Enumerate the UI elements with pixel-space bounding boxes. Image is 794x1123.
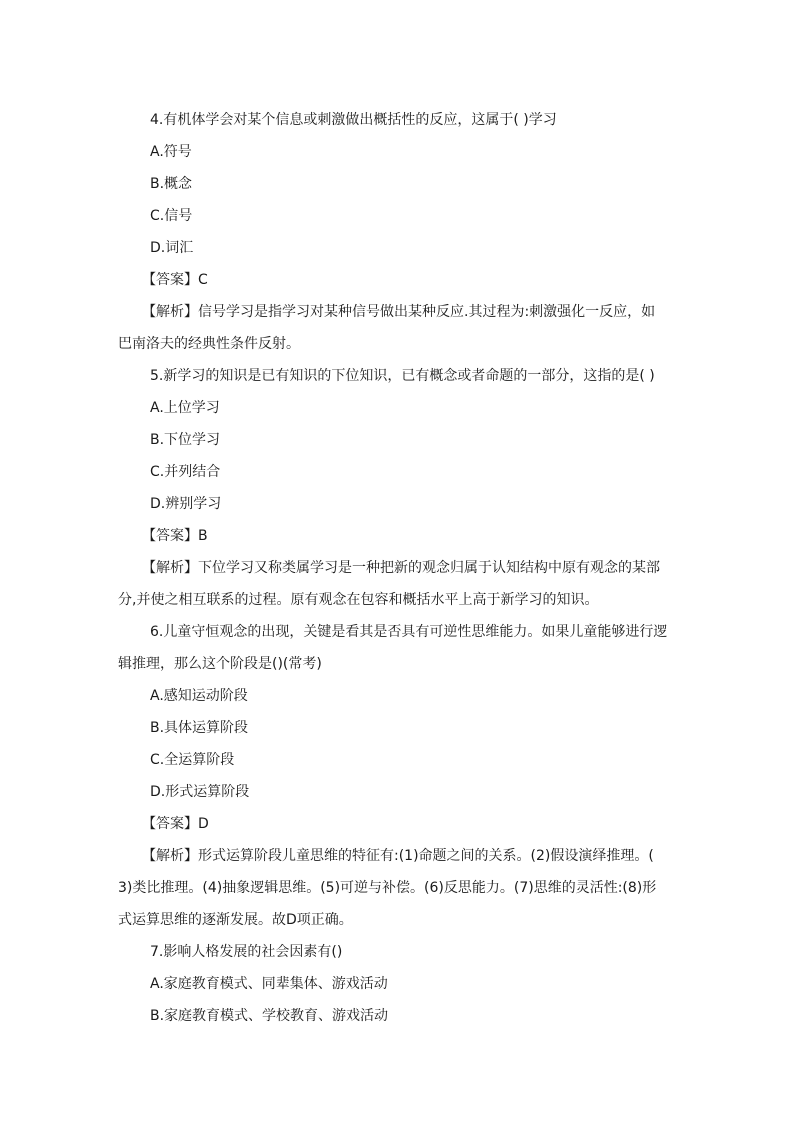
question-6-stem-line-1: 6.儿童守恒观念的出现，关键是看其是否具有可逆性思维能力。如果儿童能够进行逻 [150, 624, 668, 640]
question-6-option-d: D.形式运算阶段 [150, 784, 250, 800]
question-4-option-d: D.词汇 [150, 240, 194, 256]
question-6-option-b: B.具体运算阶段 [150, 720, 249, 736]
question-5-option-a: A.上位学习 [150, 400, 220, 416]
question-5-stem: 5.新学习的知识是已有知识的下位知识，已有概念或者命题的一部分，这指的是( ) [150, 368, 655, 384]
question-5-option-b: B.下位学习 [150, 432, 221, 448]
question-5-option-c: C.并列结合 [150, 464, 221, 480]
question-4-analysis-line-1: 【解析】信号学习是指学习对某种信号做出某种反应.其过程为:刺激强化一反应，如 [142, 304, 656, 320]
question-7-option-a: A.家庭教育模式、同辈集体、游戏活动 [150, 976, 388, 992]
question-5-analysis-line-2: 分,并使之相互联系的过程。原有观念在包容和概括水平上高于新学习的知识。 [118, 592, 599, 608]
question-6-analysis-line-1: 【解析】形式运算阶段儿童思维的特征有:(1)命题之间的关系。(2)假设演绎推理。( [142, 848, 654, 864]
question-4-analysis-line-2: 巴南洛夫的经典性条件反射。 [118, 336, 300, 352]
question-4-option-a: A.符号 [150, 144, 192, 160]
question-5-analysis-line-1: 【解析】下位学习又称类属学习是一种把新的观念归属于认知结构中原有观念的某部 [142, 560, 660, 576]
question-6-option-c: C.全运算阶段 [150, 752, 235, 768]
question-6-answer: 【答案】D [142, 816, 209, 832]
question-7-option-b: B.家庭教育模式、学校教育、游戏活动 [150, 1008, 389, 1024]
question-5-option-d: D.辨别学习 [150, 496, 222, 512]
question-5-answer: 【答案】B [142, 528, 208, 544]
question-6-analysis-line-3: 式运算思维的逐渐发展。故D项正确。 [118, 912, 353, 928]
question-6-stem-line-2: 辑推理，那么这个阶段是()(常考) [118, 656, 322, 672]
question-6-analysis-line-2: 3)类比推理。(4)抽象逻辑思维。(5)可逆与补偿。(6)反思能力。(7)思维的灵活性:(8)形 [118, 880, 657, 896]
question-4-stem: 4.有机体学会对某个信息或刺激做出概括性的反应，这属于( )学习 [150, 112, 557, 128]
question-4-option-b: B.概念 [150, 176, 193, 192]
question-7-stem: 7.影响人格发展的社会因素有() [150, 944, 343, 960]
question-4-answer: 【答案】C [142, 272, 208, 288]
question-4-option-c: C.信号 [150, 208, 193, 224]
question-6-option-a: A.感知运动阶段 [150, 688, 248, 704]
